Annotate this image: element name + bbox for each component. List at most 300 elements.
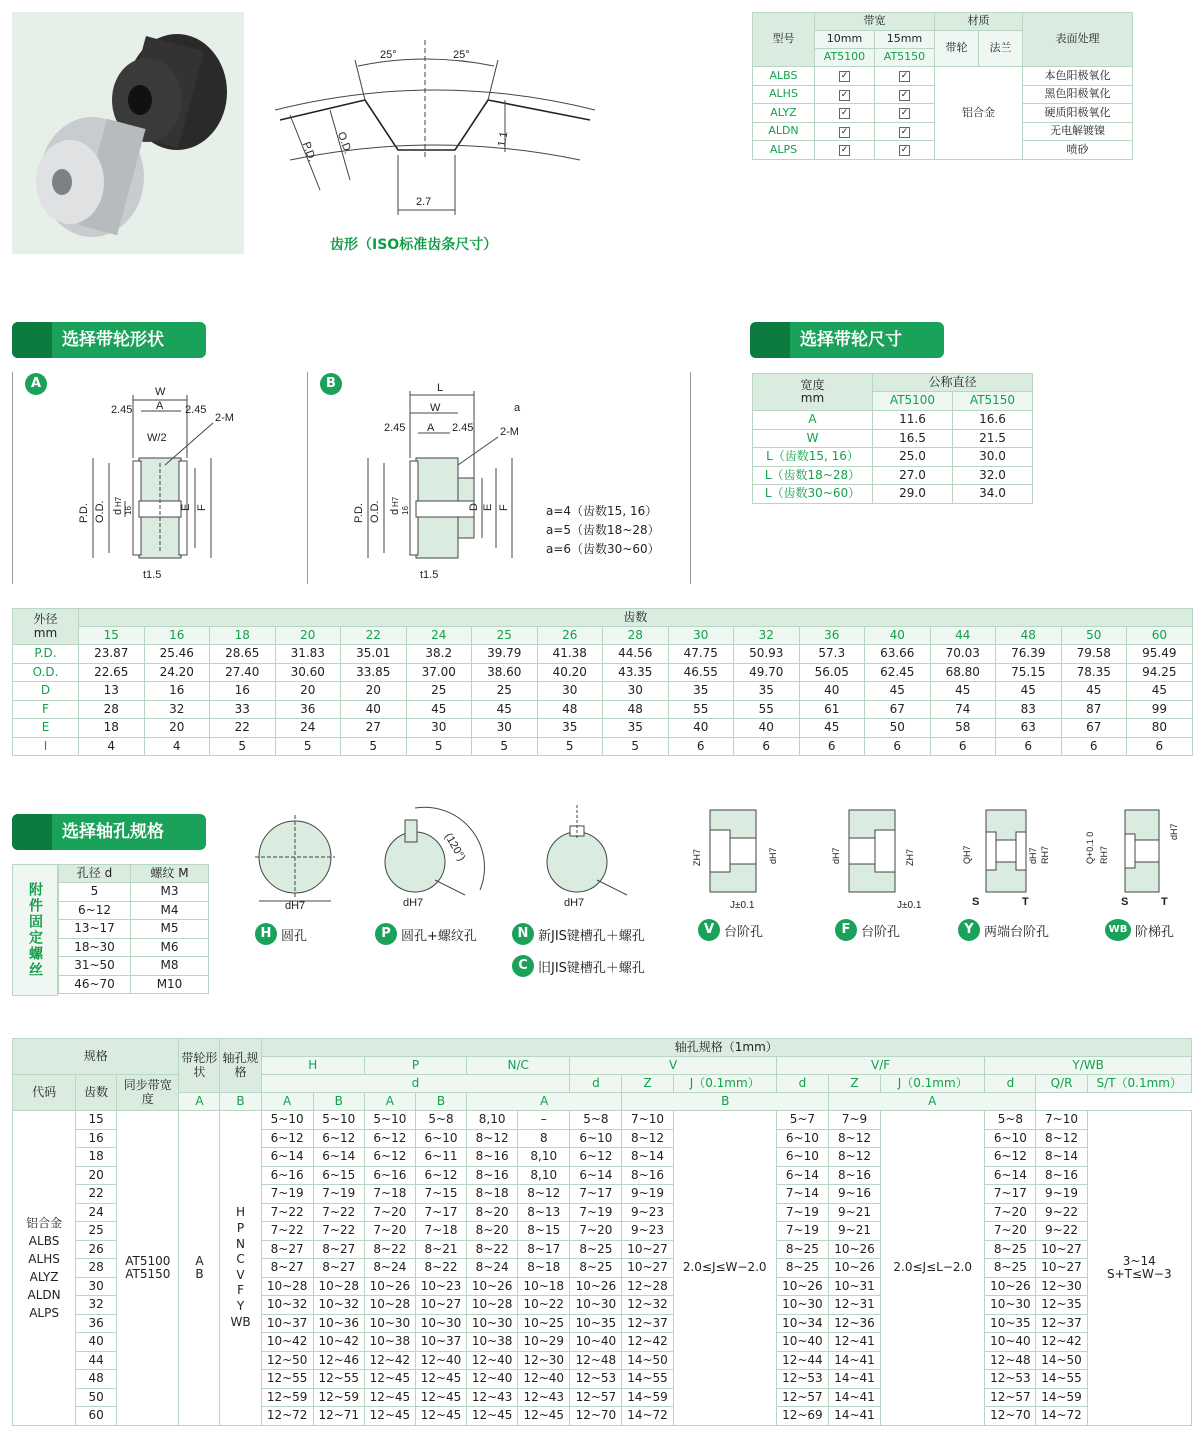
- teeth-count: 24: [406, 627, 472, 645]
- spec-value: 6~10: [415, 1129, 466, 1148]
- spec-value: 7~18: [364, 1185, 415, 1204]
- spec-value: 6~10: [776, 1148, 828, 1167]
- svg-text:dH7: dH7: [1028, 847, 1038, 864]
- teeth-value: 22: [210, 719, 276, 738]
- shape-b-diagram: [320, 373, 540, 583]
- teeth-value: 40: [668, 719, 734, 738]
- teeth-value: 45: [1061, 682, 1127, 701]
- screw-row: [59, 957, 209, 976]
- screw-row: [59, 938, 209, 957]
- teeth-value: 40: [734, 719, 800, 738]
- spec-sub-ab: B: [220, 1093, 261, 1111]
- spec-value: 7~22: [261, 1222, 313, 1241]
- spec-value: 10~30: [570, 1296, 622, 1315]
- spec-st: 3~14 S+T≤W−3: [1087, 1111, 1191, 1426]
- spec-value: 7~19: [261, 1185, 313, 1204]
- teeth-value: 13: [79, 682, 145, 701]
- tooth-profile-diagram: [270, 30, 600, 260]
- spec-value: 9~19: [622, 1185, 673, 1204]
- teeth-count: 18: [210, 627, 276, 645]
- teeth-count: 44: [930, 627, 996, 645]
- spec-value: 6~14: [313, 1148, 364, 1167]
- spec-h-width: 同步带宽度: [117, 1075, 179, 1111]
- teeth-row: [13, 700, 1193, 719]
- teeth-value: 6: [734, 737, 800, 756]
- spec-value: 12~55: [313, 1370, 364, 1389]
- spec-value: 7~22: [261, 1203, 313, 1222]
- spec-value: 8~14: [622, 1148, 673, 1167]
- spec-value: 12~37: [1036, 1314, 1087, 1333]
- spec-value: 10~22: [518, 1296, 570, 1315]
- spec-teeth: 26: [76, 1240, 117, 1259]
- spec-teeth: 24: [76, 1203, 117, 1222]
- spec-value: 12~36: [828, 1314, 880, 1333]
- screw-bore: 31~50: [59, 957, 131, 976]
- spec-h-axis: 轴孔规格（1mm）: [261, 1039, 1191, 1057]
- screw-thread: M5: [131, 920, 209, 939]
- teeth-value: 35: [603, 719, 669, 738]
- svg-text:2.45: 2.45: [452, 422, 474, 434]
- spec-value: 8~27: [261, 1259, 313, 1278]
- check-icon: ✓: [900, 126, 909, 137]
- teeth-count: 15: [79, 627, 145, 645]
- teeth-value: 6: [996, 737, 1062, 756]
- teeth-value: 4: [144, 737, 210, 756]
- teeth-value: 5: [406, 737, 472, 756]
- spec-value: 6~14: [985, 1166, 1036, 1185]
- spec-value: 12~55: [261, 1370, 313, 1389]
- spec-h-spec: 规格: [13, 1039, 179, 1075]
- spec-sub-head: J（0.1mm）: [881, 1075, 985, 1093]
- spec-value: 10~35: [570, 1314, 622, 1333]
- check-cell: [875, 104, 935, 123]
- teeth-row-key: F: [13, 700, 79, 719]
- teeth-value: 67: [1061, 719, 1127, 738]
- spec-teeth: 16: [76, 1129, 117, 1148]
- spec-sub-ab: A: [179, 1093, 220, 1111]
- spec-value: 12~40: [467, 1351, 518, 1370]
- teeth-h1: 外径 mm: [13, 609, 79, 645]
- size-table: [752, 373, 1033, 504]
- teeth-count: 30: [668, 627, 734, 645]
- spec-value: 8~25: [985, 1259, 1036, 1278]
- spec-teeth: 60: [76, 1407, 117, 1426]
- check-cell: [815, 67, 875, 86]
- svg-text:16: 16: [401, 506, 410, 515]
- teeth-value: 20: [275, 682, 341, 701]
- teeth-row-key: I: [13, 737, 79, 756]
- teeth-value: 46.55: [668, 663, 734, 682]
- teeth-value: 30: [406, 719, 472, 738]
- teeth-value: 30: [472, 719, 538, 738]
- spec-value: 10~30: [985, 1296, 1036, 1315]
- spec-value: 10~35: [985, 1314, 1036, 1333]
- shape-a-badge: A: [25, 373, 47, 395]
- spec-teeth: 40: [76, 1333, 117, 1352]
- bore-n-label: 新JIS键槽孔＋螺孔: [538, 928, 645, 944]
- size-key: A: [753, 411, 873, 430]
- at5150: AT5150: [875, 49, 935, 67]
- spec-value: 8,10: [467, 1111, 518, 1130]
- spec-value: 12~45: [364, 1407, 415, 1426]
- teeth-value: 44.56: [603, 645, 669, 664]
- spec-value: 10~32: [261, 1296, 313, 1315]
- screw-thread: M10: [131, 975, 209, 994]
- teeth-value: 16: [144, 682, 210, 701]
- spec-value: 10~40: [570, 1333, 622, 1352]
- spec-value: 9~19: [1036, 1185, 1087, 1204]
- teeth-value: 80: [1127, 719, 1193, 738]
- teeth-value: 31.83: [275, 645, 341, 664]
- teeth-value: 75.15: [996, 663, 1062, 682]
- spec-value: 8~24: [467, 1259, 518, 1278]
- teeth-count: 48: [996, 627, 1062, 645]
- size-at5150: 16.6: [953, 411, 1033, 430]
- spec-value: 8~22: [467, 1240, 518, 1259]
- teeth-value: 43.35: [603, 663, 669, 682]
- spec-value: 10~26: [985, 1277, 1036, 1296]
- spec-value: 12~37: [622, 1314, 673, 1333]
- spec-value: 12~59: [261, 1388, 313, 1407]
- spec-value: 6~14: [776, 1166, 828, 1185]
- spec-value: 10~26: [570, 1277, 622, 1296]
- spec-value: 12~43: [518, 1388, 570, 1407]
- tooth-profile-svg: [270, 30, 600, 230]
- bore-v-svg: [690, 800, 800, 912]
- spec-teeth: 30: [76, 1277, 117, 1296]
- spec-value: 10~40: [776, 1333, 828, 1352]
- teeth-count: 50: [1061, 627, 1127, 645]
- teeth-value: 5: [210, 737, 276, 756]
- spec-value: 12~50: [261, 1351, 313, 1370]
- bore-wb-svg: [1085, 800, 1195, 912]
- teeth-count: 20: [275, 627, 341, 645]
- product-photo: [12, 12, 244, 254]
- svg-text:2-M: 2-M: [215, 412, 234, 424]
- spec-sub-a2: A: [828, 1093, 1036, 1111]
- spec-value: 12~46: [313, 1351, 364, 1370]
- spec-value: 7~20: [985, 1222, 1036, 1241]
- spec-value: 7~10: [622, 1111, 673, 1130]
- spec-value: 14~50: [1036, 1351, 1087, 1370]
- spec-teeth: 50: [76, 1388, 117, 1407]
- spec-value: 6~12: [364, 1129, 415, 1148]
- bore-v-badge: V: [698, 919, 720, 941]
- spec-sub-head: Z: [828, 1075, 880, 1093]
- spec-value: 8,10: [518, 1148, 570, 1167]
- spec-sub-head: Z: [622, 1075, 673, 1093]
- screw-thread: M8: [131, 957, 209, 976]
- teeth-value: 6: [1127, 737, 1193, 756]
- screw-row: [59, 920, 209, 939]
- spec-value: 10~28: [313, 1277, 364, 1296]
- spec-value: 10~38: [467, 1333, 518, 1352]
- size-at5150: 21.5: [953, 429, 1033, 448]
- svg-text:25°: 25°: [453, 49, 470, 61]
- teeth-value: 45: [799, 719, 865, 738]
- teeth-value: 25: [472, 682, 538, 701]
- spec-value: 14~55: [622, 1370, 673, 1389]
- spec-value: 12~57: [776, 1388, 828, 1407]
- spec-value: 10~28: [467, 1296, 518, 1315]
- teeth-value: 28.65: [210, 645, 276, 664]
- svg-text:W: W: [155, 386, 166, 398]
- teeth-value: 45: [865, 682, 931, 701]
- svg-text:O.D.: O.D.: [94, 500, 106, 523]
- svg-text:2-M: 2-M: [500, 426, 519, 438]
- spec-value: 10~34: [776, 1314, 828, 1333]
- teeth-value: 18: [79, 719, 145, 738]
- bore-wb: [1085, 800, 1195, 955]
- spec-value: 9~16: [828, 1185, 880, 1204]
- teeth-value: 5: [603, 737, 669, 756]
- size-row: [753, 429, 1033, 448]
- spec-value: 10~30: [776, 1296, 828, 1315]
- svg-text:A: A: [156, 400, 164, 412]
- svg-text:T: T: [1022, 896, 1029, 908]
- teeth-value: 57.3: [799, 645, 865, 664]
- teeth-count: 40: [865, 627, 931, 645]
- screw-h1: 孔径 d: [59, 865, 131, 883]
- spec-sub-ab: A: [364, 1093, 415, 1111]
- screw-table: [58, 864, 209, 994]
- spec-value: 9~22: [1036, 1222, 1087, 1241]
- svg-text:RH7: RH7: [1099, 845, 1109, 864]
- bore-n: [512, 800, 682, 990]
- spec-value: 6~16: [261, 1166, 313, 1185]
- bore-y-svg: [958, 800, 1078, 912]
- surface-treatment: 本色阳极氧化: [1023, 67, 1133, 86]
- section-bore: 选择轴孔规格: [12, 814, 206, 850]
- svg-text:2.45: 2.45: [384, 422, 406, 434]
- spec-value: 9~21: [828, 1203, 880, 1222]
- spec-value: 7~17: [985, 1185, 1036, 1204]
- screw-h2: 螺纹 M: [131, 865, 209, 883]
- model-code: ALBS: [753, 67, 815, 86]
- spec-value: 14~50: [622, 1351, 673, 1370]
- spec-value: 10~26: [364, 1277, 415, 1296]
- spec-group: Y/WB: [985, 1057, 1192, 1075]
- svg-text:t1.5: t1.5: [143, 569, 162, 581]
- spec-value: 7~19: [570, 1203, 622, 1222]
- svg-text:L: L: [437, 382, 444, 394]
- spec-group: N/C: [467, 1057, 570, 1075]
- teeth-value: 6: [865, 737, 931, 756]
- size-row: [753, 466, 1033, 485]
- svg-text:d: d: [112, 508, 124, 515]
- spec-value: 8~12: [828, 1148, 880, 1167]
- spec-h-code: 代码: [13, 1075, 76, 1111]
- teeth-value: 30: [537, 682, 603, 701]
- spec-value: 8~21: [415, 1240, 466, 1259]
- spec-value: 12~70: [985, 1407, 1036, 1426]
- h-surface: 表面处理: [1023, 13, 1133, 67]
- screw-thread: M4: [131, 901, 209, 920]
- bore-h-label: 圆孔: [281, 928, 308, 944]
- size-key: L（齿数30~60）: [753, 485, 873, 504]
- check-cell: [875, 141, 935, 160]
- spec-sub-head: d: [776, 1075, 828, 1093]
- svg-text:a: a: [514, 402, 521, 414]
- spec-value: 12~42: [622, 1333, 673, 1352]
- spec-value: 9~23: [622, 1203, 673, 1222]
- spec-value: 12~28: [622, 1277, 673, 1296]
- svg-text:S: S: [1121, 896, 1129, 908]
- spec-value: 8,10: [518, 1166, 570, 1185]
- screw-side-label: 附件固定螺丝: [12, 864, 58, 996]
- bore-f-svg: [825, 800, 945, 912]
- h-model: 型号: [753, 13, 815, 67]
- spec-value: 10~29: [518, 1333, 570, 1352]
- spec-value: 14~41: [828, 1370, 880, 1389]
- svg-text:T: T: [1161, 896, 1168, 908]
- spec-value: 7~19: [776, 1222, 828, 1241]
- svg-text:ZH7: ZH7: [692, 848, 702, 866]
- check-icon: ✓: [840, 71, 849, 82]
- spec-value: 5~8: [570, 1111, 622, 1130]
- spec-value: 8~12: [622, 1129, 673, 1148]
- spec-value: 10~27: [622, 1240, 673, 1259]
- spec-value: 10~26: [828, 1259, 880, 1278]
- spec-value: 8~25: [776, 1240, 828, 1259]
- spec-value: 10~30: [364, 1314, 415, 1333]
- spec-value: 8~27: [261, 1240, 313, 1259]
- check-cell: [875, 85, 935, 104]
- spec-value: 6~12: [364, 1148, 415, 1167]
- spec-value: 6~10: [776, 1129, 828, 1148]
- spec-value: 8~12: [467, 1129, 518, 1148]
- spec-value: 10~30: [415, 1314, 466, 1333]
- teeth-value: 48: [603, 700, 669, 719]
- spec-value: 8~15: [518, 1222, 570, 1241]
- screw-bore: 18~30: [59, 938, 131, 957]
- teeth-value: 58: [930, 719, 996, 738]
- spec-value: 7~20: [570, 1222, 622, 1241]
- spec-value: 12~35: [1036, 1296, 1087, 1315]
- teeth-row: [13, 663, 1193, 682]
- teeth-value: 61: [799, 700, 865, 719]
- bore-p: [375, 800, 495, 955]
- spec-value: 5~10: [364, 1111, 415, 1130]
- screw-bore: 46~70: [59, 975, 131, 994]
- spec-value: 8~20: [467, 1222, 518, 1241]
- spec-table: [12, 1038, 1192, 1426]
- spec-value: 12~45: [415, 1407, 466, 1426]
- teeth-value: 5: [537, 737, 603, 756]
- teeth-value: 45: [406, 700, 472, 719]
- spec-value: 14~41: [828, 1388, 880, 1407]
- spec-value: 10~38: [364, 1333, 415, 1352]
- pulley-photo-graphic: [12, 12, 244, 254]
- spec-value: 7~20: [985, 1203, 1036, 1222]
- spec-value: 7~17: [570, 1185, 622, 1204]
- teeth-value: 40: [799, 682, 865, 701]
- spec-value: 8~16: [828, 1166, 880, 1185]
- spec-value: 12~57: [570, 1388, 622, 1407]
- spec-value: 14~55: [1036, 1370, 1087, 1389]
- spec-value: 10~23: [415, 1277, 466, 1296]
- spec-width: AT5100 AT5150: [117, 1111, 179, 1426]
- spec-group: P: [364, 1057, 466, 1075]
- at5100: AT5100: [815, 49, 875, 67]
- h-material: 材质: [935, 13, 1023, 31]
- teeth-value: 39.79: [472, 645, 538, 664]
- svg-text:RH7: RH7: [1040, 845, 1050, 864]
- shape-b-badge: B: [320, 373, 342, 395]
- bore-h-svg: [255, 815, 345, 910]
- spec-h-d: d: [261, 1075, 570, 1093]
- spec-value: 10~27: [1036, 1240, 1087, 1259]
- teeth-value: 23.87: [79, 645, 145, 664]
- svg-text:P.D.: P.D.: [353, 503, 365, 523]
- spec-value: 7~20: [364, 1203, 415, 1222]
- spec-row: [13, 1111, 1192, 1130]
- screw-thread: M6: [131, 938, 209, 957]
- svg-text:dH7: dH7: [564, 897, 585, 909]
- spec-value: 8: [518, 1129, 570, 1148]
- teeth-value: 41.38: [537, 645, 603, 664]
- spec-value: 8~16: [467, 1148, 518, 1167]
- screw-row: [59, 901, 209, 920]
- screw-row: [59, 883, 209, 902]
- svg-text:E: E: [482, 503, 494, 511]
- surface-treatment: 无电解镀镍: [1023, 122, 1133, 141]
- size-at5100: 11.6: [873, 411, 953, 430]
- teeth-count: 22: [341, 627, 407, 645]
- teeth-value: 5: [472, 737, 538, 756]
- teeth-value: 30: [603, 682, 669, 701]
- size-at5100: 16.5: [873, 429, 953, 448]
- teeth-count: 36: [799, 627, 865, 645]
- spec-value: 12~43: [467, 1388, 518, 1407]
- teeth-value: 83: [996, 700, 1062, 719]
- teeth-value: 95.49: [1127, 645, 1193, 664]
- teeth-value: 50.93: [734, 645, 800, 664]
- spec-value: 10~26: [776, 1277, 828, 1296]
- svg-text:E: E: [180, 503, 192, 511]
- spec-value: 9~21: [828, 1222, 880, 1241]
- size-col2: AT5150: [953, 392, 1033, 411]
- teeth-count: 32: [734, 627, 800, 645]
- svg-text:O.D.: O.D.: [334, 130, 354, 156]
- spec-value: 12~48: [985, 1351, 1036, 1370]
- teeth-h-teeth: 齿数: [79, 609, 1193, 627]
- spec-shape: A B: [179, 1111, 220, 1426]
- spec-value: 6~16: [364, 1166, 415, 1185]
- teeth-value: 45: [930, 682, 996, 701]
- spec-sub-head: d: [570, 1075, 622, 1093]
- spec-value: 12~40: [415, 1351, 466, 1370]
- spec-value: 8~25: [570, 1259, 622, 1278]
- spec-value: 8~25: [570, 1240, 622, 1259]
- tooth-profile-caption: 齿形（ISO标准齿条尺寸）: [330, 237, 498, 253]
- svg-text:dH7: dH7: [285, 900, 306, 910]
- size-key: L（齿数18~28）: [753, 466, 873, 485]
- spec-value: 10~26: [467, 1277, 518, 1296]
- spec-value: 8~17: [518, 1240, 570, 1259]
- m-pulley: 带轮: [935, 31, 979, 67]
- spec-teeth: 25: [76, 1222, 117, 1241]
- spec-value: 6~15: [313, 1166, 364, 1185]
- screw-thread: M3: [131, 883, 209, 902]
- screw-row: [59, 975, 209, 994]
- teeth-value: 37.00: [406, 663, 472, 682]
- teeth-value: 36: [275, 700, 341, 719]
- teeth-value: 38.60: [472, 663, 538, 682]
- spec-value: 10~36: [313, 1314, 364, 1333]
- spec-h-bore: 轴孔规格: [220, 1039, 261, 1093]
- svg-text:F: F: [196, 504, 208, 511]
